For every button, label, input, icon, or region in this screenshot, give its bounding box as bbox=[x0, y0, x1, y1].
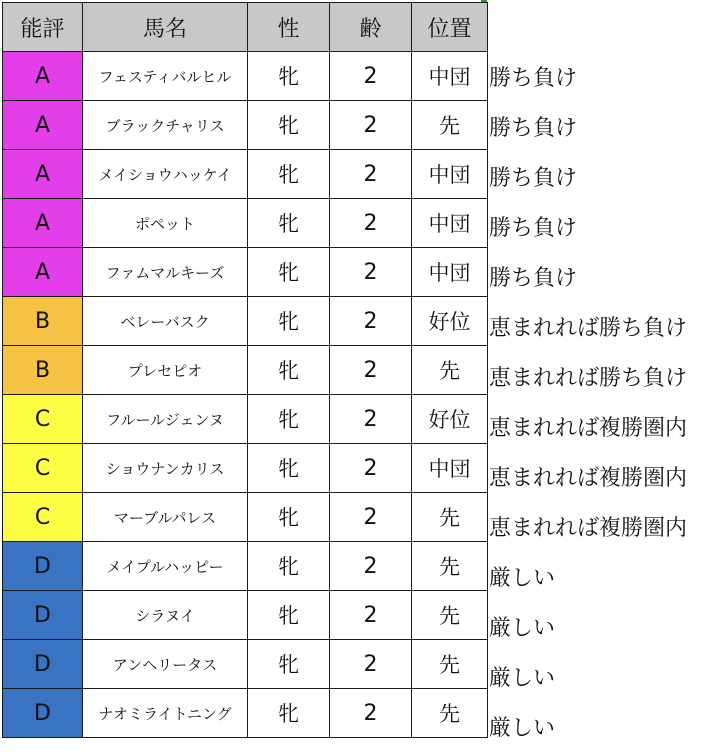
header-sex[interactable]: 性 bbox=[248, 3, 330, 52]
horse-name-cell[interactable]: フルールジェンヌ bbox=[83, 395, 248, 444]
header-name[interactable]: 馬名 bbox=[83, 3, 248, 52]
horse-name-cell[interactable]: アンヘリータス bbox=[83, 640, 248, 689]
sex-cell[interactable]: 牝 bbox=[248, 199, 330, 248]
remarks-column bbox=[489, 2, 721, 752]
sex-cell[interactable]: 牝 bbox=[248, 101, 330, 150]
header-row bbox=[3, 3, 488, 52]
position-cell[interactable]: 先 bbox=[412, 101, 488, 150]
rating-cell[interactable]: A bbox=[3, 52, 83, 101]
rating-cell[interactable]: B bbox=[3, 346, 83, 395]
remark-cell[interactable]: 恵まれれば複勝圏内 bbox=[489, 416, 688, 441]
position-cell[interactable]: 中団 bbox=[412, 52, 488, 101]
horse-name-cell[interactable]: プレセピオ bbox=[83, 346, 248, 395]
age-cell[interactable]: 2 bbox=[330, 346, 412, 395]
remark-cell[interactable]: 恵まれれば複勝圏内 bbox=[489, 516, 688, 541]
position-cell[interactable]: 先 bbox=[412, 689, 488, 738]
sex-cell[interactable]: 牝 bbox=[248, 395, 330, 444]
remark-cell[interactable]: 勝ち負け bbox=[489, 166, 578, 191]
table-row bbox=[3, 542, 488, 591]
remark-cell[interactable]: 厳しい bbox=[489, 616, 556, 641]
sex-cell[interactable]: 牝 bbox=[248, 52, 330, 101]
age-cell[interactable]: 2 bbox=[330, 542, 412, 591]
sex-cell[interactable]: 牝 bbox=[248, 542, 330, 591]
horse-name-cell[interactable]: ナオミライトニング bbox=[83, 689, 248, 738]
rating-cell[interactable]: D bbox=[3, 640, 83, 689]
header-rating[interactable]: 能評 bbox=[3, 3, 83, 52]
position-cell[interactable]: 好位 bbox=[412, 297, 488, 346]
age-cell[interactable]: 2 bbox=[330, 150, 412, 199]
rating-cell[interactable]: A bbox=[3, 248, 83, 297]
sex-cell[interactable]: 牝 bbox=[248, 640, 330, 689]
remark-cell[interactable]: 厳しい bbox=[489, 716, 556, 741]
position-cell[interactable]: 中団 bbox=[412, 248, 488, 297]
table-row bbox=[3, 150, 488, 199]
horse-name-cell[interactable]: ファムマルキーズ bbox=[83, 248, 248, 297]
age-cell[interactable]: 2 bbox=[330, 101, 412, 150]
header-position[interactable]: 位置 bbox=[412, 3, 488, 52]
rating-cell[interactable]: D bbox=[3, 591, 83, 640]
position-cell[interactable]: 先 bbox=[412, 542, 488, 591]
rating-cell[interactable]: A bbox=[3, 101, 83, 150]
table-row bbox=[3, 395, 488, 444]
remark-cell[interactable]: 勝ち負け bbox=[489, 66, 578, 91]
table-row bbox=[3, 444, 488, 493]
table-row bbox=[3, 199, 488, 248]
table-row bbox=[3, 101, 488, 150]
remark-cell[interactable]: 恵まれれば複勝圏内 bbox=[489, 466, 688, 491]
table-row bbox=[3, 346, 488, 395]
age-cell[interactable]: 2 bbox=[330, 591, 412, 640]
remark-cell[interactable]: 恵まれれば勝ち負け bbox=[489, 366, 688, 391]
remark-cell[interactable]: 厳しい bbox=[489, 666, 556, 691]
remark-cell[interactable]: 勝ち負け bbox=[489, 116, 578, 141]
sex-cell[interactable]: 牝 bbox=[248, 297, 330, 346]
position-cell[interactable]: 好位 bbox=[412, 395, 488, 444]
position-cell[interactable]: 先 bbox=[412, 640, 488, 689]
horse-name-cell[interactable]: メイショウハッケイ bbox=[83, 150, 248, 199]
table-row bbox=[3, 248, 488, 297]
sex-cell[interactable]: 牝 bbox=[248, 150, 330, 199]
table-row bbox=[3, 297, 488, 346]
rating-cell[interactable]: B bbox=[3, 297, 83, 346]
age-cell[interactable]: 2 bbox=[330, 52, 412, 101]
horse-name-cell[interactable]: マーブルパレス bbox=[83, 493, 248, 542]
rating-cell[interactable]: A bbox=[3, 150, 83, 199]
age-cell[interactable]: 2 bbox=[330, 199, 412, 248]
age-cell[interactable]: 2 bbox=[330, 395, 412, 444]
horse-name-cell[interactable]: ショウナンカリス bbox=[83, 444, 248, 493]
horse-name-cell[interactable]: シラヌイ bbox=[83, 591, 248, 640]
sex-cell[interactable]: 牝 bbox=[248, 346, 330, 395]
horse-name-cell[interactable]: フェスティバルヒル bbox=[83, 52, 248, 101]
rating-cell[interactable]: D bbox=[3, 689, 83, 738]
table-row bbox=[3, 52, 488, 101]
table-row bbox=[3, 640, 488, 689]
position-cell[interactable]: 先 bbox=[412, 493, 488, 542]
remark-cell[interactable]: 厳しい bbox=[489, 566, 556, 591]
age-cell[interactable]: 2 bbox=[330, 444, 412, 493]
horse-name-cell[interactable]: メイプルハッピー bbox=[83, 542, 248, 591]
rating-table bbox=[2, 2, 488, 738]
table-row bbox=[3, 493, 488, 542]
table-row bbox=[3, 689, 488, 738]
horse-name-cell[interactable]: ブラックチャリス bbox=[83, 101, 248, 150]
header-age[interactable]: 齢 bbox=[330, 3, 412, 52]
sex-cell[interactable]: 牝 bbox=[248, 444, 330, 493]
age-cell[interactable]: 2 bbox=[330, 689, 412, 738]
position-cell[interactable]: 先 bbox=[412, 346, 488, 395]
position-cell[interactable]: 中団 bbox=[412, 150, 488, 199]
sex-cell[interactable]: 牝 bbox=[248, 493, 330, 542]
age-cell[interactable]: 2 bbox=[330, 297, 412, 346]
age-cell[interactable]: 2 bbox=[330, 640, 412, 689]
remark-header-blank bbox=[489, 2, 721, 52]
table-row bbox=[3, 591, 488, 640]
position-cell[interactable]: 中団 bbox=[412, 444, 488, 493]
age-cell[interactable]: 2 bbox=[330, 493, 412, 542]
rating-cell[interactable]: C bbox=[3, 444, 83, 493]
position-cell[interactable]: 中団 bbox=[412, 199, 488, 248]
horse-name-cell[interactable]: ポペット bbox=[83, 199, 248, 248]
rating-cell[interactable]: C bbox=[3, 395, 83, 444]
sex-cell[interactable]: 牝 bbox=[248, 591, 330, 640]
remark-cell[interactable]: 恵まれれば勝ち負け bbox=[489, 316, 688, 341]
rating-cell[interactable]: A bbox=[3, 199, 83, 248]
sex-cell[interactable]: 牝 bbox=[248, 689, 330, 738]
remark-cell[interactable]: 勝ち負け bbox=[489, 216, 578, 241]
age-cell[interactable]: 2 bbox=[330, 248, 412, 297]
position-cell[interactable]: 先 bbox=[412, 591, 488, 640]
horse-name-cell[interactable]: ベレーバスク bbox=[83, 297, 248, 346]
sex-cell[interactable]: 牝 bbox=[248, 248, 330, 297]
rating-cell[interactable]: D bbox=[3, 542, 83, 591]
rating-cell[interactable]: C bbox=[3, 493, 83, 542]
remark-cell[interactable]: 勝ち負け bbox=[489, 266, 578, 291]
